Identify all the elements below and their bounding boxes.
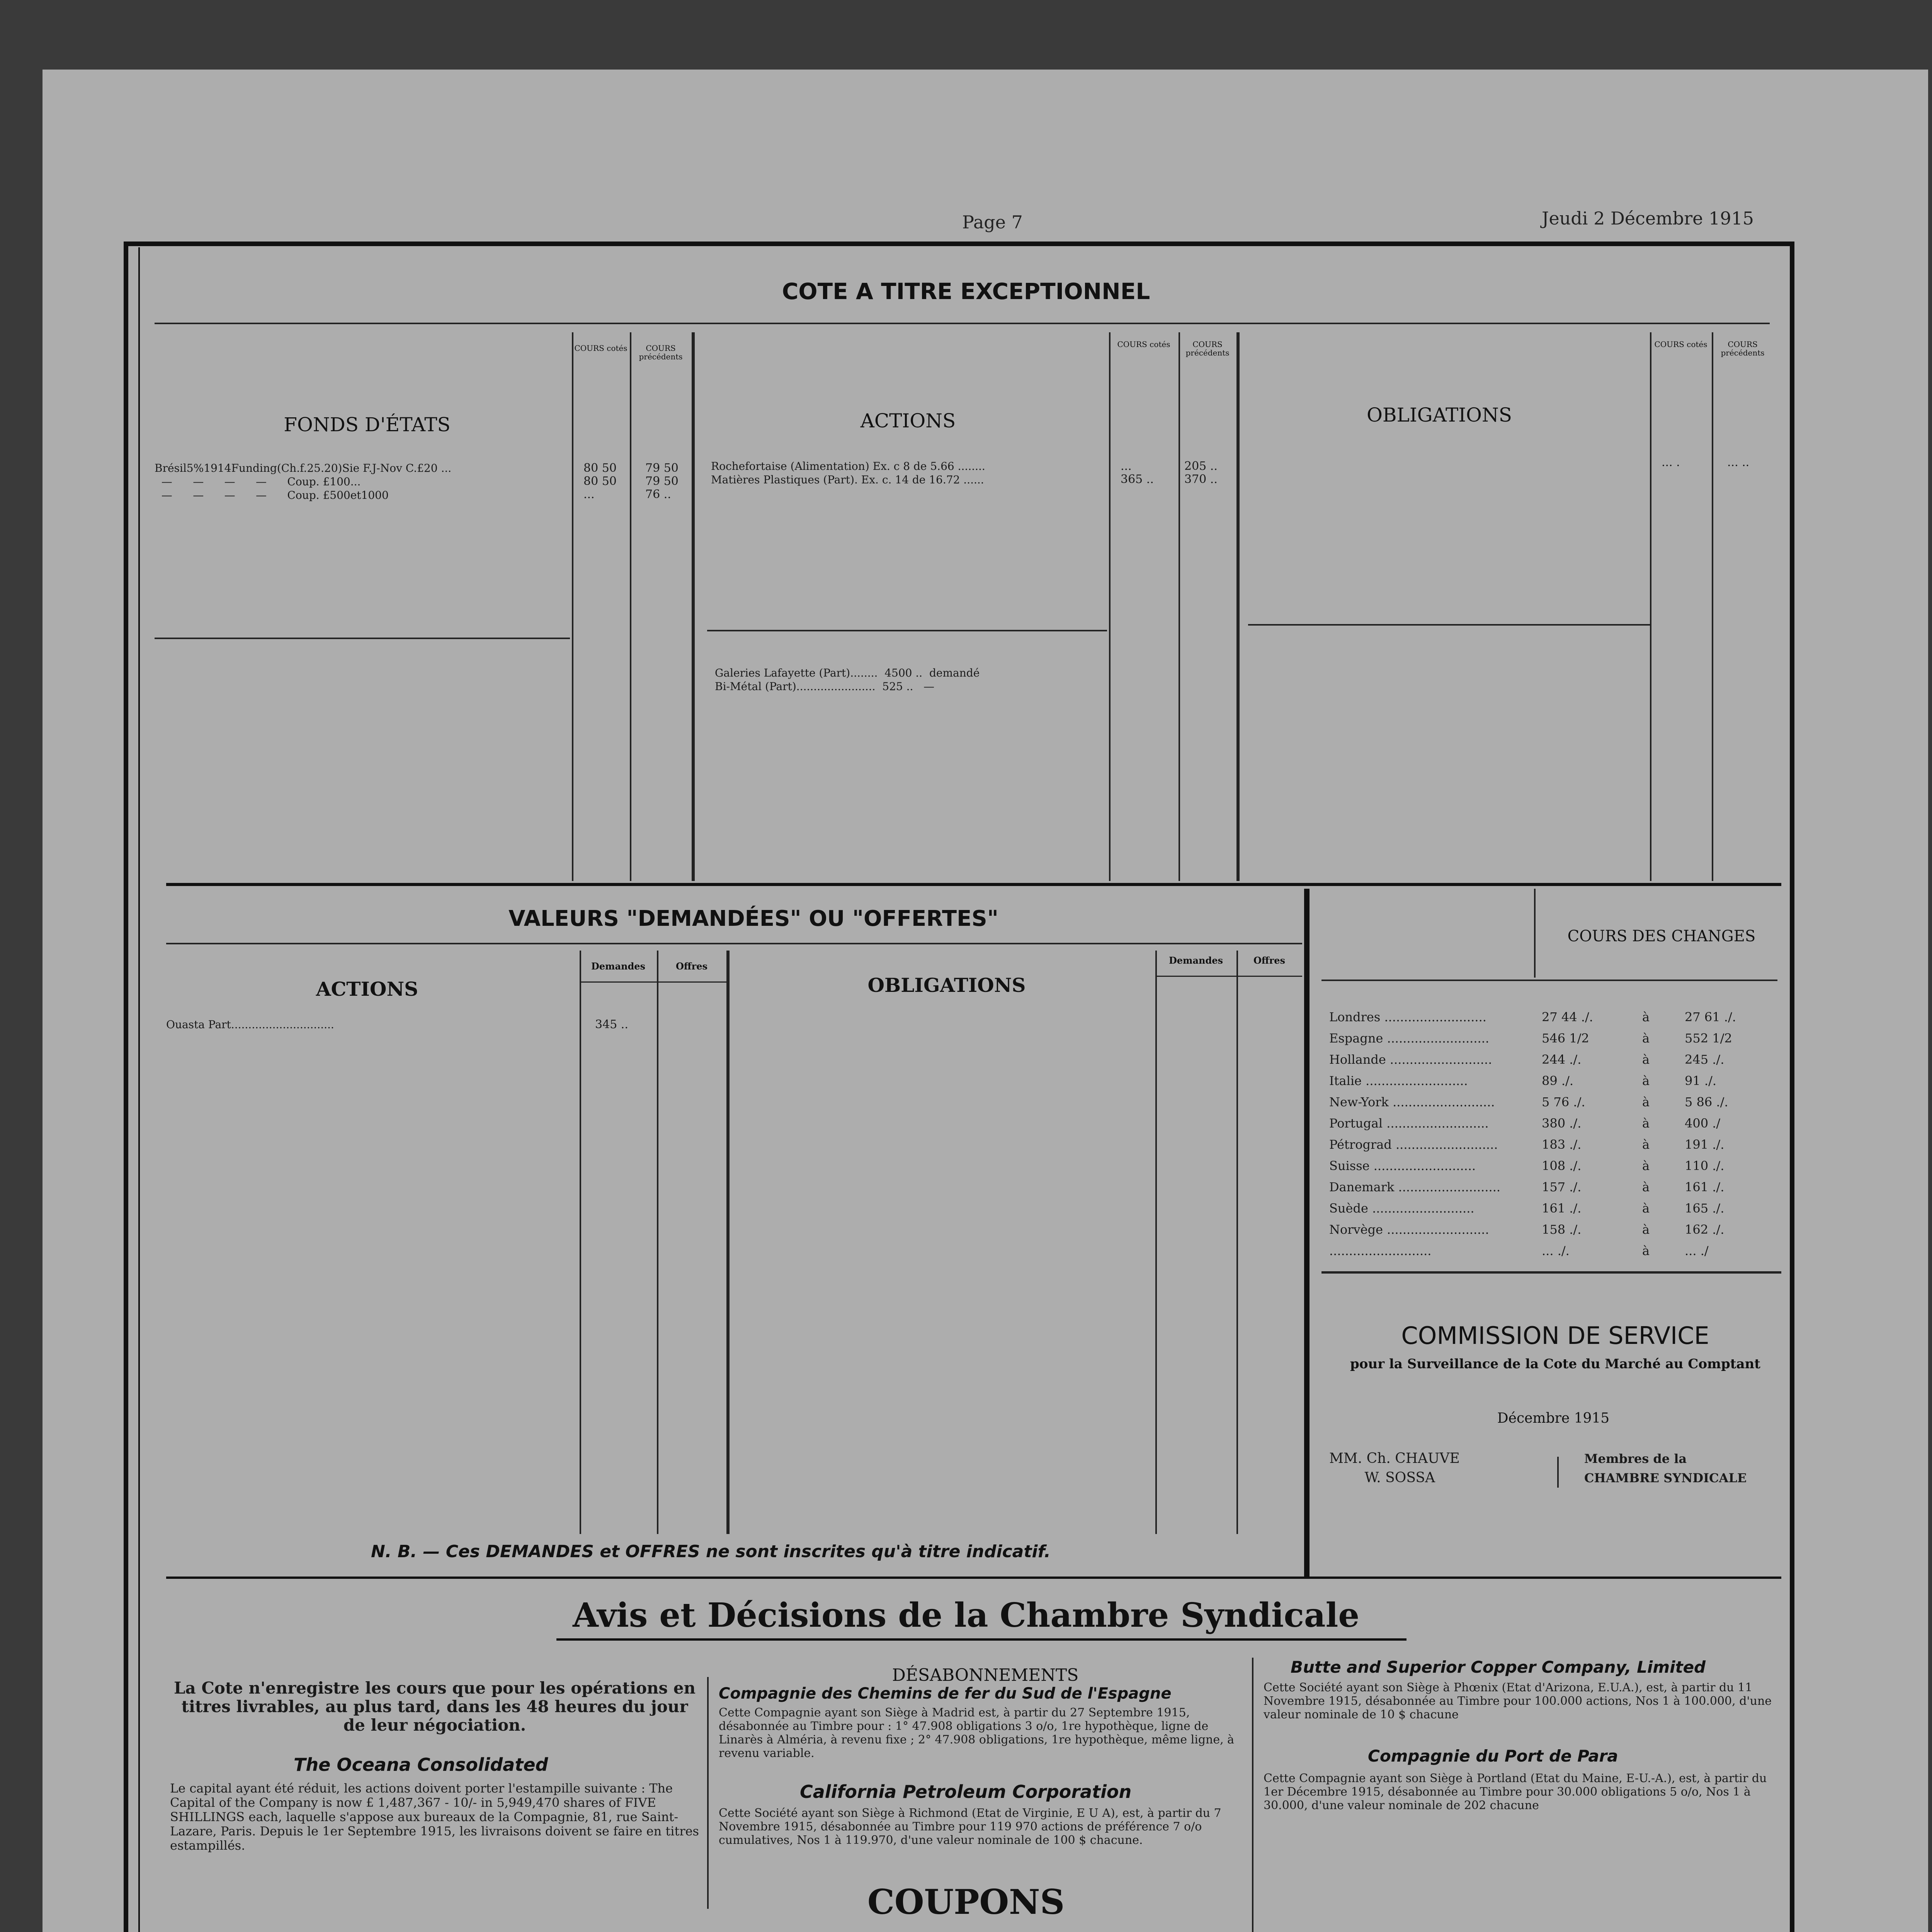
desab-sub: Compagnie des Chemins de fer du Sud de l'Espagne (719, 1685, 1172, 1702)
changes-row (1329, 1198, 1762, 1219)
actions-col-demandes: Demandes (591, 961, 646, 972)
changes-a: à (1642, 1010, 1650, 1024)
cote-title: COTE A TITRE EXCEPTIONNEL (782, 278, 1150, 304)
valeurs-changes-divider (1304, 889, 1310, 1577)
changes-low: 161 ./. (1542, 1201, 1582, 1216)
changes-country: Pétrograd .......................... (1329, 1137, 1498, 1152)
changes-country: Espagne .......................... (1329, 1031, 1490, 1046)
cote-sep (630, 332, 631, 881)
commission-names: MM. Ch. CHAUVE W. SOSSA (1329, 1451, 1460, 1486)
calif-text: Cette Société ayant son Siège à Richmond (Etat de Virginie, E U A), est, à partir du 7 Novembre 1915, désabonnée au Timbre pour 119 970 actions de préférence 7 o/o cumulatives, Nos 1 à 119.970, d'une valeur nominale de 100 $ chacune. (719, 1806, 1221, 1847)
changes-country: .......................... (1329, 1243, 1432, 1258)
fonds-title: FONDS D'ÉTATS (284, 413, 451, 436)
changes-a: à (1642, 1137, 1650, 1152)
valeurs-actions-dem: 345 .. (595, 1018, 628, 1031)
changes-country: Suède .......................... (1329, 1201, 1475, 1216)
para-title: Compagnie du Port de Para (1368, 1747, 1618, 1765)
actions-title: ACTIONS (860, 410, 956, 432)
commission-subtitle: pour la Surveillance de la Cote du Marché au Comptant (1350, 1356, 1760, 1372)
changes-high: 27 61 ./. (1685, 1010, 1736, 1024)
cote-sep (1236, 332, 1240, 881)
oceana-title: The Oceana Consolidated (294, 1754, 548, 1775)
changes-bottom-rule (1321, 1271, 1781, 1274)
changes-country: Danemark .......................... (1329, 1180, 1501, 1194)
changes-row (1329, 1219, 1762, 1240)
cote-bottom-rule (166, 883, 1781, 886)
desab-title: DÉSABONNEMENTS (892, 1665, 1079, 1685)
actions-line-4: Bi-Métal (Part)....................... 525 .. — (715, 680, 935, 693)
valeurs-obligations-title: OBLIGATIONS (867, 974, 1026, 997)
changes-high: ... ./ (1685, 1243, 1709, 1258)
changes-row (1329, 1134, 1762, 1155)
changes-row (1329, 1028, 1762, 1049)
changes-low: 89 ./. (1542, 1073, 1574, 1088)
cote-left-inner-rule (138, 247, 140, 1932)
cote-sep (1109, 332, 1111, 881)
changes-a: à (1642, 1031, 1650, 1046)
changes-sep (1534, 889, 1536, 978)
valeurs-sep (580, 951, 581, 1534)
changes-row (1329, 1155, 1762, 1177)
changes-high: 165 ./. (1685, 1201, 1725, 1216)
changes-low: 380 ./. (1542, 1116, 1582, 1131)
cote-sep (572, 332, 573, 881)
fonds-col-prec: COURS précédents (639, 344, 683, 361)
valeurs-sep (657, 951, 658, 1534)
butte-title: Butte and Superior Copper Company, Limited (1291, 1658, 1706, 1677)
changes-a: à (1642, 1073, 1650, 1088)
fonds-rule (155, 638, 570, 639)
cote-sep (1712, 332, 1713, 881)
changes-country: Hollande .......................... (1329, 1052, 1492, 1067)
changes-country: Londres .......................... (1329, 1010, 1486, 1024)
changes-low: 157 ./. (1542, 1180, 1582, 1194)
oblig-col-cotes: COURS cotés (1654, 340, 1708, 349)
actions-col-prec: COURS précédents (1185, 340, 1230, 357)
valeurs-sep (1236, 951, 1238, 1534)
oblig-prec: ... .. (1727, 456, 1750, 469)
butte-text: Cette Société ayant son Siège à Phœnix (Etat d'Arizona, E.U.A.), est, à partir du 11 Novembre 1915, désabonnée au Timbre pour 100.000 actions, Nos 1 à 100.000, d'une valeur nominale de 10 $ chacune (1264, 1681, 1772, 1721)
actions-cotes: ... 365 .. (1121, 459, 1154, 486)
cote-title-rule (155, 323, 1770, 324)
changes-low: 546 1/2 (1542, 1031, 1589, 1046)
changes-low: 183 ./. (1542, 1137, 1582, 1152)
changes-high: 191 ./. (1685, 1137, 1725, 1152)
fonds-col-cotes: COURS cotés (574, 344, 628, 353)
changes-country: Suisse .......................... (1329, 1158, 1476, 1173)
changes-low: 5 76 ./. (1542, 1095, 1585, 1109)
fonds-line-2: — — — — Coup. £100... (155, 475, 361, 488)
oblig-col-offres: Offres (1253, 955, 1286, 966)
changes-country: Portugal .......................... (1329, 1116, 1489, 1131)
changes-high: 552 1/2 (1685, 1031, 1732, 1046)
changes-a: à (1642, 1180, 1650, 1194)
changes-a: à (1642, 1095, 1650, 1109)
changes-low: 108 ./. (1542, 1158, 1582, 1173)
cote-sep (1650, 332, 1651, 881)
oblig-col-prec: COURS précédents (1721, 340, 1765, 357)
changes-row (1329, 1070, 1762, 1092)
oblig-cotes: ... . (1662, 456, 1680, 469)
fonds-cotes: 80 50 80 50 ... (583, 461, 617, 501)
oceana-text: Le capital ayant été réduit, les actions doivent porter l'estampille suivante : The Capital of the Company is now £ 1,487,367 - 10/- in 5,949,470 shares of FIVE SHILLINGS each, laquelle s'appose aux bureaux de la Compagnie, 81, rue Saint-Lazare, Paris. Depuis le 1er Septembre 1915, les livraisons doivent se faire en titres estampillés. (170, 1781, 699, 1853)
changes-a: à (1642, 1201, 1650, 1216)
valeurs-sep (726, 951, 730, 1534)
changes-a: à (1642, 1243, 1650, 1258)
changes-a: à (1642, 1158, 1650, 1173)
valeurs-actions-title: ACTIONS (316, 978, 418, 1000)
valeurs-bottom-rule (166, 1577, 1781, 1579)
changes-title: COURS DES CHANGES (1567, 927, 1756, 945)
changes-high: 245 ./. (1685, 1052, 1725, 1067)
changes-low: 158 ./. (1542, 1222, 1582, 1237)
changes-table (1329, 1007, 1762, 1262)
changes-high: 5 86 ./. (1685, 1095, 1728, 1109)
valeurs-sep (1155, 951, 1157, 1534)
changes-high: 162 ./. (1685, 1222, 1725, 1237)
valeurs-title-rule (166, 943, 1302, 944)
changes-low: 244 ./. (1542, 1052, 1582, 1067)
valeurs-title: VALEURS "DEMANDÉES" OU "OFFERTES" (509, 906, 998, 931)
commission-brace (1557, 1457, 1559, 1488)
actions-prec: 205 .. 370 .. (1184, 459, 1218, 486)
page-date: Jeudi 2 Décembre 1915 (1542, 208, 1754, 229)
actions-line-1: Rochefortaise (Alimentation) Ex. c 8 de 5.66 ........ (711, 460, 985, 473)
oblig-rule (1248, 624, 1650, 626)
avis-title: Avis et Décisions de la Chambre Syndicale (572, 1596, 1360, 1635)
valeurs-actions-line: Ouasta Part.............................. (166, 1018, 334, 1031)
changes-a: à (1642, 1052, 1650, 1067)
cote-sep (692, 332, 695, 881)
changes-row (1329, 1113, 1762, 1134)
fonds-line-3: — — — — Coup. £500et1000 (155, 489, 389, 502)
commission-title: COMMISSION DE SERVICE (1401, 1321, 1709, 1350)
obligations-title: OBLIGATIONS (1366, 404, 1512, 426)
changes-low: ... ./. (1542, 1243, 1570, 1258)
actions-col-cotes: COURS cotés (1117, 340, 1170, 349)
fonds-line-1: Brésil5%1914Funding(Ch.f.25.20)Sie F.J-Nov C.£20 ... (155, 462, 452, 474)
actions-line-3: Galeries Lafayette (Part)........ 4500 .. demandé (715, 667, 980, 679)
commission-month: Décembre 1915 (1497, 1410, 1610, 1426)
page-number: Page 7 (962, 212, 1023, 233)
actions-rule (707, 630, 1107, 631)
changes-row (1329, 1177, 1762, 1198)
oblig-col-demandes: Demandes (1168, 955, 1223, 966)
actions-line-2: Matières Plastiques (Part). Ex. c. 14 de 16.72 ...... (711, 473, 984, 486)
changes-high: 91 ./. (1685, 1073, 1717, 1088)
calif-title: California Petroleum Corporation (800, 1781, 1132, 1802)
coupons-right-title: COUPONS (867, 1882, 1065, 1922)
para-text: Cette Compagnie ayant son Siège à Portland (Etat du Maine, E-U.-A.), est, à partir du 1er Décembre 1915, désabonnée au Timbre pour 30.000 obligations 5 o/o, Nos 1 à 30.000, d'une valeur nominale de 202 chacune (1264, 1772, 1767, 1812)
changes-country: Norvège .......................... (1329, 1222, 1489, 1237)
changes-a: à (1642, 1116, 1650, 1131)
avis-col-sep (707, 1677, 709, 1909)
changes-row (1329, 1092, 1762, 1113)
desab-text: Cette Compagnie ayant son Siège à Madrid est, à partir du 27 Septembre 1915, désabonnée au Timbre pour : 1° 47.908 obligations 3 o/o, 1re hypothèque, ligne de Linarès à Alméria, à revenu fixe ; 2° 47.908 obligations, 1re hypothèque, même ligne, à revenu variable. (719, 1706, 1235, 1760)
actions-col-offres: Offres (675, 961, 708, 972)
changes-country: New-York .......................... (1329, 1095, 1495, 1109)
changes-high: 110 ./. (1685, 1158, 1725, 1173)
cote-sep (1179, 332, 1180, 881)
avis-intro: La Cote n'enregistre les cours que pour les opérations en titres livrables, au plus tard, dans les 48 heures du jour de leur négociation. (173, 1679, 696, 1735)
commission-membres: Membres de la CHAMBRE SYNDICALE (1584, 1451, 1747, 1485)
changes-low: 27 44 ./. (1542, 1010, 1593, 1024)
valeurs-col-rule (1155, 976, 1302, 977)
valeurs-col-rule (580, 981, 726, 983)
avis-col-sep (1252, 1658, 1253, 1932)
changes-row (1329, 1240, 1762, 1262)
changes-row (1329, 1049, 1762, 1070)
changes-row (1329, 1007, 1762, 1028)
changes-a: à (1642, 1222, 1650, 1237)
avis-title-rule (556, 1638, 1406, 1641)
changes-high: 161 ./. (1685, 1180, 1725, 1194)
changes-country: Italie .......................... (1329, 1073, 1468, 1088)
fonds-prec: 79 50 79 50 76 .. (645, 461, 679, 501)
changes-high: 400 ./ (1685, 1116, 1721, 1131)
changes-rule (1321, 980, 1777, 981)
valeurs-note: N. B. — Ces DEMANDES et OFFRES ne sont inscrites qu'à titre indicatif. (371, 1542, 1051, 1561)
